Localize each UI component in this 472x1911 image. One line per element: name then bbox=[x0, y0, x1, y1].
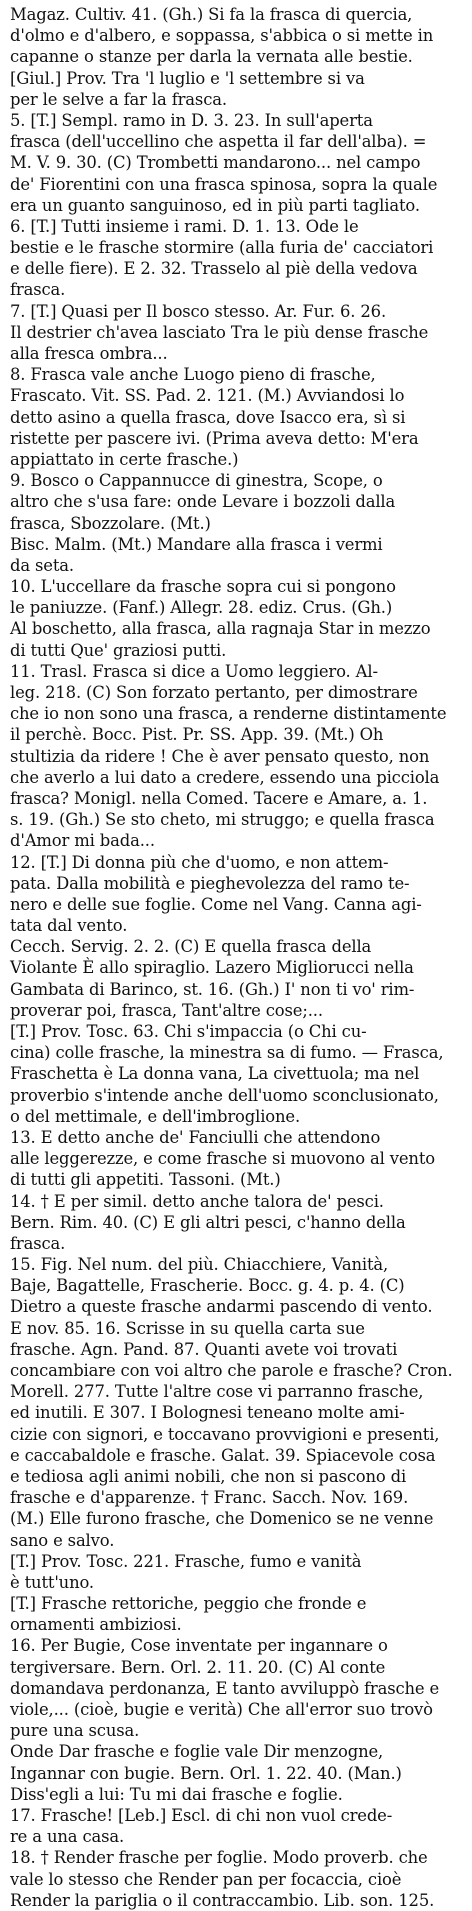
text-line: [T.] Frasche rettoriche, peggio che fronde e bbox=[10, 1594, 367, 1614]
text-line: vale lo stesso che Render pan per focaccia, cioè bbox=[10, 1869, 402, 1889]
text-line: 7. [T.] Quasi per Il bosco stesso. Ar. Fur. 6. 26. bbox=[10, 301, 387, 321]
text-line: d'olmo e d'albero, e soppassa, s'abbica o si mette in bbox=[10, 26, 434, 46]
text-line: pata. Dalla mobilità e pieghevolezza del ramo te- bbox=[10, 873, 410, 893]
text-line: è tutt'uno. bbox=[10, 1572, 94, 1592]
text-line: che averlo a lui dato a credere, essendo una picciola bbox=[10, 767, 440, 787]
text-line: stultizia da ridere ! Che è aver pensato questo, non bbox=[10, 746, 430, 766]
text-line: (M.) Elle furono frasche, che Domenico se ne venne bbox=[10, 1509, 434, 1529]
text-line: Gambata di Barinco, st. 16. (Gh.) I' non ti vo' rim- bbox=[10, 979, 415, 999]
text-line: Bisc. Malm. (Mt.) Mandare alla frasca i vermi bbox=[10, 534, 383, 554]
text-line: capanne o stanze per darla la vernata alle bestie. bbox=[10, 47, 413, 67]
text-line: frasca? Monigl. nella Comed. Tacere e Amare, a. 1. bbox=[10, 788, 428, 808]
text-line: E nov. 85. 16. Scrisse in su quella carta sue bbox=[10, 1318, 365, 1338]
text-line: ristette per pascere ivi. (Prima aveva detto: M'era bbox=[10, 428, 419, 448]
text-line: de' Fiorentini con una frasca spinosa, sopra la quale bbox=[10, 174, 438, 194]
text-line: frasca. bbox=[10, 280, 66, 300]
text-line: [T.] Prov. Tosc. 221. Frasche, fumo e vanità bbox=[10, 1551, 362, 1571]
text-line: d'Amor mi bada... bbox=[10, 831, 155, 851]
text-line: leg. 218. (C) Son forzato pertanto, per dimostrare bbox=[10, 683, 418, 702]
text-line: 16. Per Bugie, Cose inventate per ingannare o bbox=[10, 1636, 388, 1656]
text-line: pure una scusa. bbox=[10, 1721, 140, 1741]
text-line: da seta. bbox=[10, 555, 74, 575]
text-line: Ingannar con bugie. Bern. Orl. 1. 22. 40. (Man.) bbox=[10, 1763, 402, 1783]
text-line: 18. † Render frasche per foglie. Modo proverb. che bbox=[10, 1848, 428, 1868]
text-line: frasca. bbox=[10, 1233, 66, 1253]
text-line: 13. E detto anche de' Fanciulli che attendono bbox=[10, 1127, 381, 1147]
text-line: alla fresca ombra... bbox=[10, 344, 168, 363]
text-line: nero e delle sue foglie. Come nel Vang. Canna agi- bbox=[10, 894, 422, 914]
text-line: Magaz. Cultiv. 41. (Gh.) Si fa la frasca di quercia, bbox=[10, 5, 413, 24]
text-line: e caccabaldole e frasche. Galat. 39. Spiacevole cosa bbox=[10, 1445, 436, 1465]
text-line: [T.] Prov. Tosc. 63. Chi s'impaccia (o Chi cu- bbox=[10, 1022, 367, 1041]
text-line: era un guanto sanguinoso, ed in più parti tagliato. bbox=[10, 195, 420, 215]
text-line: 14. † E per simil. detto anche talora de' pesci. bbox=[10, 1191, 384, 1211]
text-line: tergiversare. Bern. Orl. 2. 11. 20. (C) Al conte bbox=[10, 1657, 386, 1677]
text-line: Il destrier ch'avea lasciato Tra le più dense frasche bbox=[10, 322, 429, 342]
text-line: Baje, Bagattelle, Frascherie. Bocc. g. 4. p. 4. (C) bbox=[10, 1276, 405, 1296]
text-line: 6. [T.] Tutti insieme i rami. D. 1. 13. Ode le bbox=[10, 216, 359, 236]
text-line: ornamenti ambiziosi. bbox=[10, 1615, 182, 1635]
text-line: e delle fiere). E 2. 32. Trasselo al piè della vedova bbox=[10, 259, 418, 279]
text-line: Morell. 277. Tutte l'altre cose vi parranno frasche, bbox=[10, 1382, 424, 1402]
text-line: cina) colle frasche, la minestra sa di fumo. — Frasca, bbox=[10, 1043, 444, 1063]
text-line: altro che s'usa fare: onde Levare i bozzoli dalla bbox=[10, 492, 396, 512]
text-line: concambiare con voi altro che parole e frasche? Cron. bbox=[10, 1361, 453, 1380]
text-line: il perchè. Bocc. Pist. Pr. SS. App. 39. (Mt.) Oh bbox=[10, 725, 384, 745]
text-line: Frascato. Vit. SS. Pad. 2. 121. (M.) Avviandosi lo bbox=[10, 386, 405, 406]
text-line: o del mettimale, e dell'imbroglione. bbox=[10, 1106, 301, 1126]
text-line: frasche. Agn. Pand. 87. Quanti avete voi trovati bbox=[10, 1339, 398, 1359]
text-line: Render la pariglia o il contraccambio. Lib. son. 125. bbox=[10, 1890, 435, 1910]
text-line: cizie con signori, e toccavano provvigioni e presenti, bbox=[10, 1424, 440, 1444]
text-line: Onde Dar frasche e foglie vale Dir menzogne, bbox=[10, 1742, 384, 1762]
text-line: frasca, Sbozzolare. (Mt.) bbox=[10, 513, 211, 533]
text-line: Bern. Rim. 40. (C) E gli altri pesci, c'hanno della bbox=[10, 1212, 406, 1232]
text-line: 12. [T.] Di donna più che d'uomo, e non attem- bbox=[10, 852, 389, 872]
text-line: e tediosa agli animi nobili, che non si pascono di bbox=[10, 1466, 407, 1486]
text-line: 5. [T.] Sempl. ramo in D. 3. 23. In sull'aperta bbox=[10, 110, 373, 130]
text-line: 15. Fig. Nel num. del più. Chiacchiere, Vanità, bbox=[10, 1255, 389, 1275]
text-line: frasca (dell'uccellino che aspetta il far dell'alba). = bbox=[10, 132, 427, 152]
text-line: 10. L'uccellare da frasche sopra cui si pongono bbox=[10, 577, 396, 597]
text-line: le paniuzze. (Fanf.) Allegr. 28. ediz. Crus. (Gh.) bbox=[10, 598, 393, 618]
text-line: viole,... (cioè, bugie e verità) Che all'error suo trovò bbox=[10, 1700, 433, 1719]
text-line: M. V. 9. 30. (C) Trombetti mandarono... nel campo bbox=[10, 153, 421, 173]
text-line: tata dal vento. bbox=[10, 916, 128, 936]
text-line: proverbio s'intende anche dell'uomo sconclusionato, bbox=[10, 1085, 439, 1105]
text-line: per le selve a far la frasca. bbox=[10, 89, 227, 109]
text-line: Dietro a queste frasche andarmi pascendo di vento. bbox=[10, 1297, 433, 1317]
text-line: 17. Frasche! [Leb.] Escl. di chi non vuol crede- bbox=[10, 1805, 393, 1825]
text-line: di tutti gli appetiti. Tassoni. (Mt.) bbox=[10, 1170, 281, 1190]
entry-text-column bbox=[10, 4, 466, 1911]
text-line: 11. Trasl. Frasca si dice a Uomo leggiero. Al- bbox=[10, 661, 378, 681]
text-line: re a una casa. bbox=[10, 1827, 125, 1847]
text-line: alle leggerezze, e come frasche si muovono al vento bbox=[10, 1149, 435, 1169]
text-line: frasche e d'apparenze. † Franc. Sacch. Nov. 169. bbox=[10, 1488, 409, 1508]
text-line: Diss'egli a lui: Tu mi dai frasche e foglie. bbox=[10, 1784, 343, 1804]
text-line: di tutti Que' graziosi putti. bbox=[10, 640, 227, 660]
text-line: 9. Bosco o Cappannucce di ginestra, Scope, o bbox=[10, 471, 383, 491]
text-line: proverar poi, frasca, Tant'altre cose;... bbox=[10, 1000, 323, 1020]
text-line: appiattato in certe frasche.) bbox=[10, 449, 239, 469]
text-line: che io non sono una frasca, a renderne distintamente bbox=[10, 704, 447, 724]
text-line: Cecch. Servig. 2. 2. (C) E quella frasca della bbox=[10, 937, 372, 957]
text-line: bestie e le frasche stormire (alla furia de' cacciatori bbox=[10, 238, 434, 258]
text-line: domandava perdonanza, E tanto avviluppò frasche e bbox=[10, 1678, 440, 1698]
text-line: [Giul.] Prov. Tra 'l luglio e 'l settembre si va bbox=[10, 68, 365, 88]
text-line: detto asino a quella frasca, dove Isacco era, sì si bbox=[10, 407, 406, 427]
text-line: ed inutili. E 307. I Bolognesi teneano molte ami- bbox=[10, 1403, 405, 1423]
text-line: Al boschetto, alla frasca, alla ragnaja Star in mezzo bbox=[10, 619, 431, 639]
text-line: s. 19. (Gh.) Se sto cheto, mi struggo; e quella frasca bbox=[10, 810, 435, 830]
text-line: Violante È allo spiraglio. Lazero Migliorucci nella bbox=[10, 958, 414, 978]
text-line: 8. Frasca vale anche Luogo pieno di frasche, bbox=[10, 365, 376, 385]
text-line: Fraschetta è La donna vana, La civettuola; ma nel bbox=[10, 1064, 420, 1084]
text-line: sano e salvo. bbox=[10, 1530, 115, 1550]
